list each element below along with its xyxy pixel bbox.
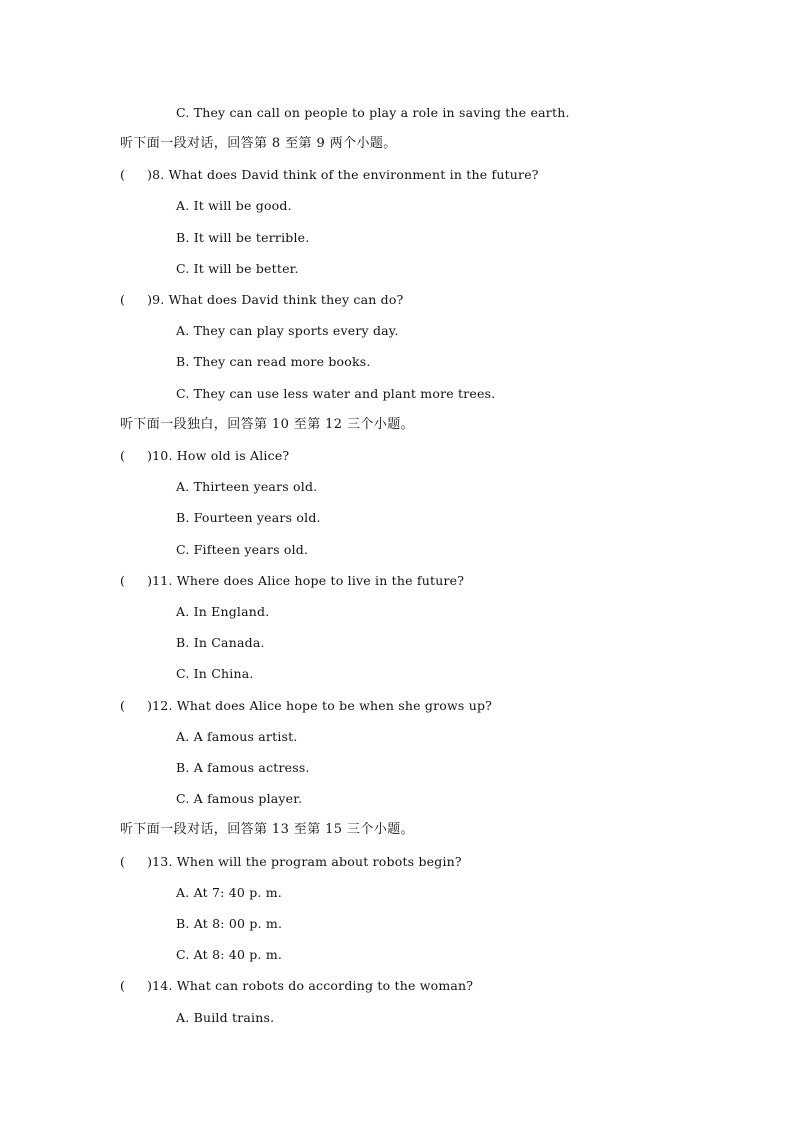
question-text: )10. How old is Alice? — [147, 448, 290, 463]
option-b: B. They can read more books. — [176, 354, 371, 369]
option-c: C. Fifteen years old. — [176, 542, 309, 557]
section-heading: 听下面一段独白，回答第 10 至第 12 三个小题。 — [120, 417, 415, 432]
question-text: )9. What does David think they can do? — [147, 292, 404, 307]
option-a: A. Thirteen years old. — [176, 479, 318, 494]
section-heading: 听下面一段对话，回答第 8 至第 9 两个小题。 — [120, 136, 397, 151]
option-b: B. A famous actress. — [176, 760, 310, 775]
option-a: A. It will be good. — [176, 198, 292, 213]
option-c-previous: C. They can call on people to play a role in saving the earth. — [176, 105, 570, 120]
option-b: B. It will be terrible. — [176, 230, 310, 245]
option-c: C. It will be better. — [176, 261, 299, 276]
option-a: A. They can play sports every day. — [176, 323, 399, 338]
question-12 — [120, 698, 492, 714]
question-text: )8. What does David think of the environment in the future? — [147, 167, 539, 182]
answer-blank-open: ( — [120, 698, 126, 713]
option-c: C. At 8: 40 p. m. — [176, 947, 283, 962]
answer-blank-open: ( — [120, 854, 126, 869]
question-14 — [120, 978, 473, 994]
option-a: A. In England. — [176, 604, 270, 619]
answer-blank-open: ( — [120, 448, 126, 463]
option-b: B. Fourteen years old. — [176, 510, 321, 525]
question-text: )12. What does Alice hope to be when she grows up? — [147, 698, 493, 713]
question-9 — [120, 292, 404, 308]
question-text: )13. When will the program about robots begin? — [147, 854, 462, 869]
question-text: )11. Where does Alice hope to live in the future? — [147, 573, 465, 588]
option-c: C. They can use less water and plant more trees. — [176, 386, 496, 401]
option-b: B. In Canada. — [176, 635, 265, 650]
question-10 — [120, 448, 289, 464]
section-heading: 听下面一段对话，回答第 13 至第 15 三个小题。 — [120, 822, 415, 837]
question-13 — [120, 854, 462, 870]
question-text: )14. What can robots do according to the woman? — [147, 978, 474, 993]
option-c: C. A famous player. — [176, 791, 303, 806]
option-a: A. Build trains. — [176, 1010, 275, 1025]
question-8 — [120, 167, 539, 183]
answer-blank-open: ( — [120, 573, 126, 588]
answer-blank-open: ( — [120, 978, 126, 993]
question-11 — [120, 573, 464, 589]
option-a: A. At 7: 40 p. m. — [176, 885, 282, 900]
option-c: C. In China. — [176, 666, 254, 681]
answer-blank-open: ( — [120, 167, 126, 182]
answer-blank-open: ( — [120, 292, 126, 307]
option-b: B. At 8: 00 p. m. — [176, 916, 283, 931]
option-a: A. A famous artist. — [176, 729, 298, 744]
